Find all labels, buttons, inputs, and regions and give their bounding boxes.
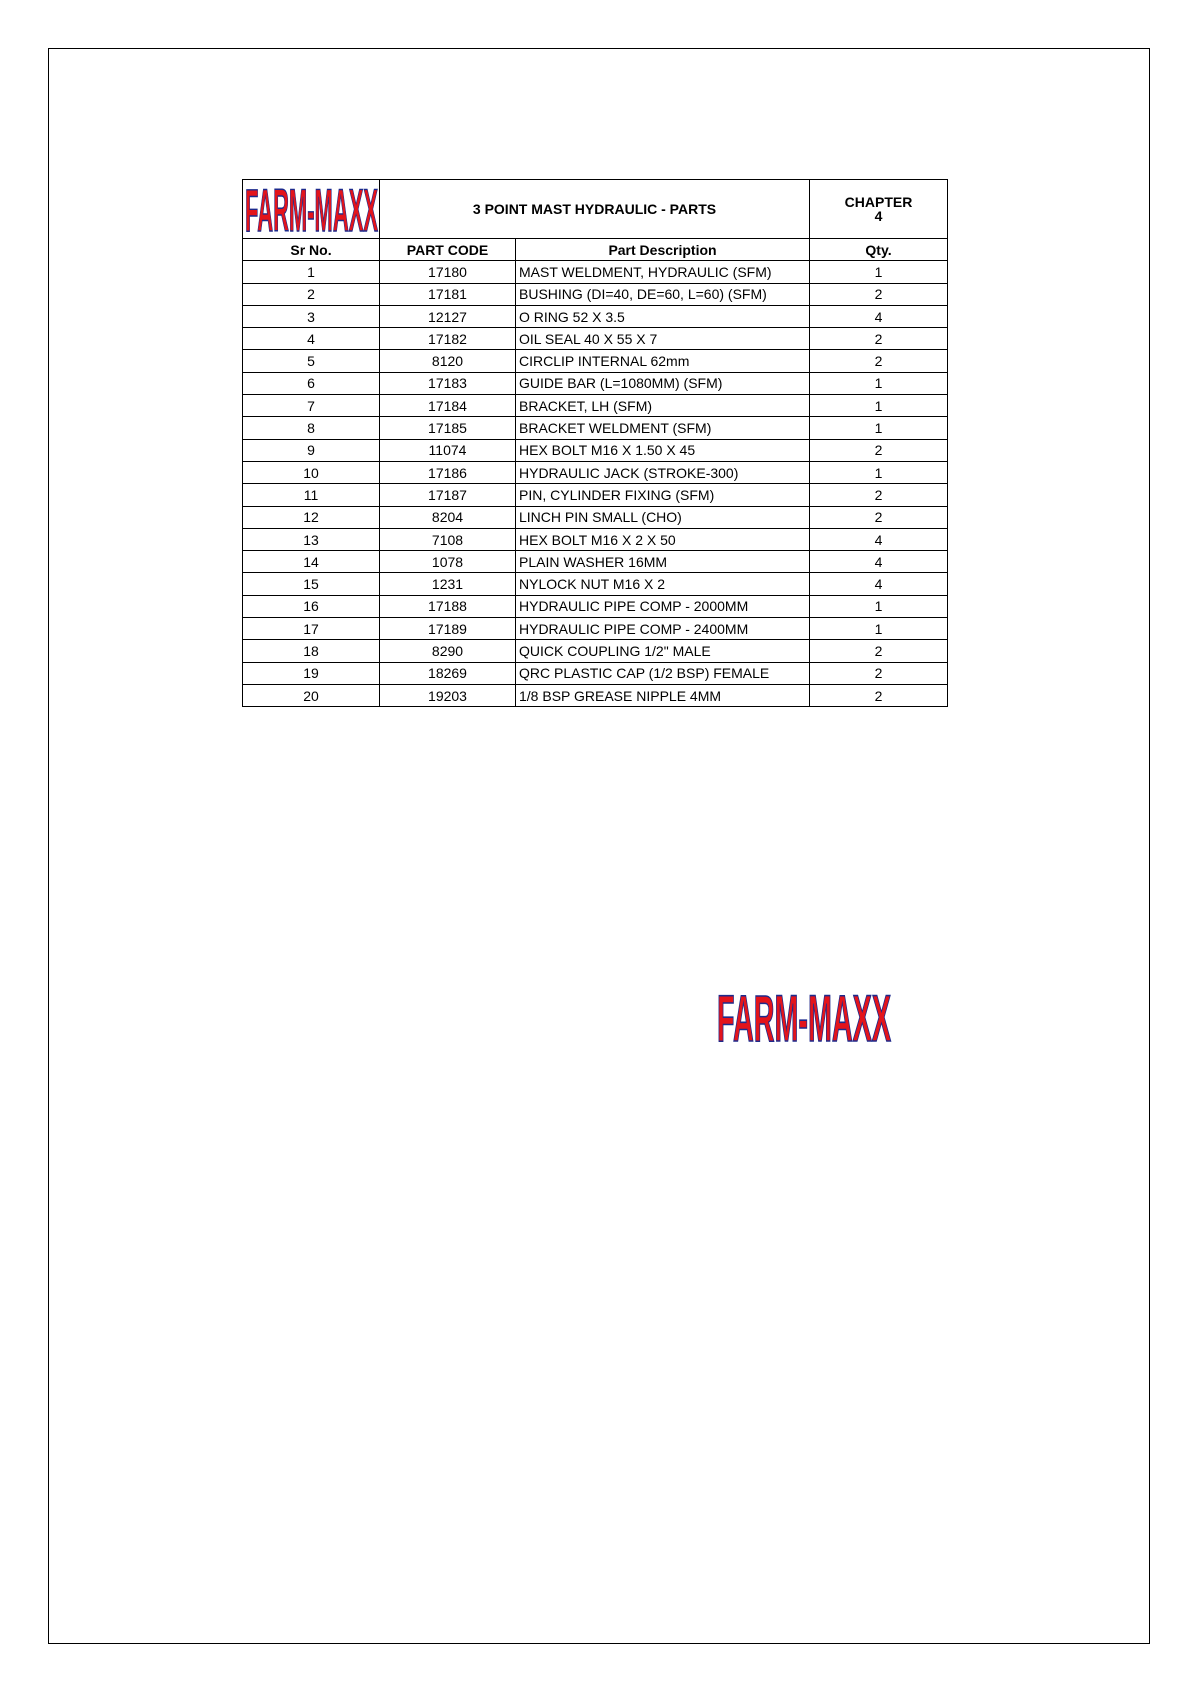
row-description: QUICK COUPLING 1/2" MALE — [516, 640, 810, 662]
chapter-box — [810, 180, 948, 239]
row-description: LINCH PIN SMALL (CHO) — [516, 506, 810, 528]
row-sr-no: 18 — [243, 640, 380, 662]
row-sr-no: 1 — [243, 261, 380, 283]
row-part-code: 7108 — [380, 528, 516, 550]
row-part-code: 8290 — [380, 640, 516, 662]
row-sr-no: 4 — [243, 328, 380, 350]
row-description: HYDRAULIC JACK (STROKE-300) — [516, 461, 810, 483]
row-qty: 4 — [810, 528, 948, 550]
table-row — [243, 395, 948, 417]
table-row — [243, 684, 948, 706]
row-sr-no: 10 — [243, 461, 380, 483]
table-row — [243, 417, 948, 439]
row-part-code: 17182 — [380, 328, 516, 350]
row-description: BUSHING (DI=40, DE=60, L=60) (SFM) — [516, 283, 810, 305]
row-description: HEX BOLT M16 X 1.50 X 45 — [516, 439, 810, 461]
row-description: 1/8 BSP GREASE NIPPLE 4MM — [516, 684, 810, 706]
row-part-code: 17180 — [380, 261, 516, 283]
row-sr-no: 16 — [243, 595, 380, 617]
table-row — [243, 528, 948, 550]
row-sr-no: 6 — [243, 372, 380, 394]
row-sr-no: 15 — [243, 573, 380, 595]
row-qty: 4 — [810, 573, 948, 595]
row-part-code: 17185 — [380, 417, 516, 439]
row-description: QRC PLASTIC CAP (1/2 BSP) FEMALE — [516, 662, 810, 684]
row-sr-no: 12 — [243, 506, 380, 528]
row-description: HEX BOLT M16 X 2 X 50 — [516, 528, 810, 550]
row-part-code: 17188 — [380, 595, 516, 617]
parts-rows — [243, 261, 948, 707]
table-row — [243, 372, 948, 394]
row-qty: 2 — [810, 684, 948, 706]
row-description: HYDRAULIC PIPE COMP - 2000MM — [516, 595, 810, 617]
row-qty: 2 — [810, 662, 948, 684]
row-part-code: 1078 — [380, 551, 516, 573]
row-description: PIN, CYLINDER FIXING (SFM) — [516, 484, 810, 506]
column-header-row — [243, 239, 948, 261]
row-description: OIL SEAL 40 X 55 X 7 — [516, 328, 810, 350]
row-part-code: 17186 — [380, 461, 516, 483]
row-sr-no: 14 — [243, 551, 380, 573]
row-qty: 2 — [810, 328, 948, 350]
row-sr-no: 2 — [243, 283, 380, 305]
page-title: 3 POINT MAST HYDRAULIC - PARTS — [380, 180, 810, 239]
col-qty: Qty. — [810, 239, 948, 261]
row-part-code: 17184 — [380, 395, 516, 417]
row-part-code: 17189 — [380, 618, 516, 640]
table-row — [243, 350, 948, 372]
row-qty: 1 — [810, 395, 948, 417]
row-part-code: 18269 — [380, 662, 516, 684]
row-description: BRACKET WELDMENT (SFM) — [516, 417, 810, 439]
row-qty: 4 — [810, 551, 948, 573]
table-row — [243, 640, 948, 662]
col-description: Part Description — [516, 239, 810, 261]
row-sr-no: 20 — [243, 684, 380, 706]
svg-text:FARM-MAXX: FARM-MAXX — [245, 180, 378, 238]
row-part-code: 17187 — [380, 484, 516, 506]
row-qty: 1 — [810, 261, 948, 283]
row-qty: 2 — [810, 350, 948, 372]
row-sr-no: 8 — [243, 417, 380, 439]
row-sr-no: 13 — [243, 528, 380, 550]
row-sr-no: 9 — [243, 439, 380, 461]
farm-maxx-logo — [243, 180, 380, 238]
row-part-code: 8204 — [380, 506, 516, 528]
table-row — [243, 662, 948, 684]
row-qty: 2 — [810, 640, 948, 662]
table-header-row — [243, 180, 948, 239]
row-part-code: 19203 — [380, 684, 516, 706]
table-row — [243, 439, 948, 461]
table-row — [243, 595, 948, 617]
table-row — [243, 261, 948, 283]
row-qty: 1 — [810, 372, 948, 394]
chapter-number: 4 — [874, 208, 883, 224]
table-row — [243, 506, 948, 528]
row-qty: 4 — [810, 305, 948, 327]
row-sr-no: 17 — [243, 618, 380, 640]
row-part-code: 12127 — [380, 305, 516, 327]
row-description: HYDRAULIC PIPE COMP - 2400MM — [516, 618, 810, 640]
table-row — [243, 461, 948, 483]
row-part-code: 8120 — [380, 350, 516, 372]
row-qty: 1 — [810, 461, 948, 483]
footer-logo — [715, 984, 893, 1048]
row-sr-no: 11 — [243, 484, 380, 506]
col-sr-no: Sr No. — [243, 239, 380, 261]
header-logo — [243, 180, 380, 239]
row-description: CIRCLIP INTERNAL 62mm — [516, 350, 810, 372]
table-row — [243, 551, 948, 573]
row-sr-no: 5 — [243, 350, 380, 372]
table-row — [243, 573, 948, 595]
row-part-code: 17181 — [380, 283, 516, 305]
row-description: BRACKET, LH (SFM) — [516, 395, 810, 417]
table-row — [243, 305, 948, 327]
table-row — [243, 283, 948, 305]
row-description: O RING 52 X 3.5 — [516, 305, 810, 327]
farm-maxx-logo — [715, 984, 893, 1048]
col-part-code: PART CODE — [380, 239, 516, 261]
row-description: MAST WELDMENT, HYDRAULIC (SFM) — [516, 261, 810, 283]
row-qty: 1 — [810, 595, 948, 617]
row-qty: 2 — [810, 484, 948, 506]
table-row — [243, 328, 948, 350]
row-qty: 2 — [810, 283, 948, 305]
row-qty: 1 — [810, 417, 948, 439]
row-qty: 2 — [810, 439, 948, 461]
row-description: GUIDE BAR (L=1080MM) (SFM) — [516, 372, 810, 394]
table-row — [243, 618, 948, 640]
row-sr-no: 3 — [243, 305, 380, 327]
svg-text:FARM-MAXX: FARM-MAXX — [717, 984, 891, 1048]
row-description: NYLOCK NUT M16 X 2 — [516, 573, 810, 595]
row-part-code: 11074 — [380, 439, 516, 461]
row-description: PLAIN WASHER 16MM — [516, 551, 810, 573]
row-part-code: 1231 — [380, 573, 516, 595]
parts-table — [242, 179, 948, 707]
table-row — [243, 484, 948, 506]
chapter-label: CHAPTER — [844, 194, 913, 210]
row-sr-no: 7 — [243, 395, 380, 417]
row-qty: 2 — [810, 506, 948, 528]
row-part-code: 17183 — [380, 372, 516, 394]
row-sr-no: 19 — [243, 662, 380, 684]
row-qty: 1 — [810, 618, 948, 640]
